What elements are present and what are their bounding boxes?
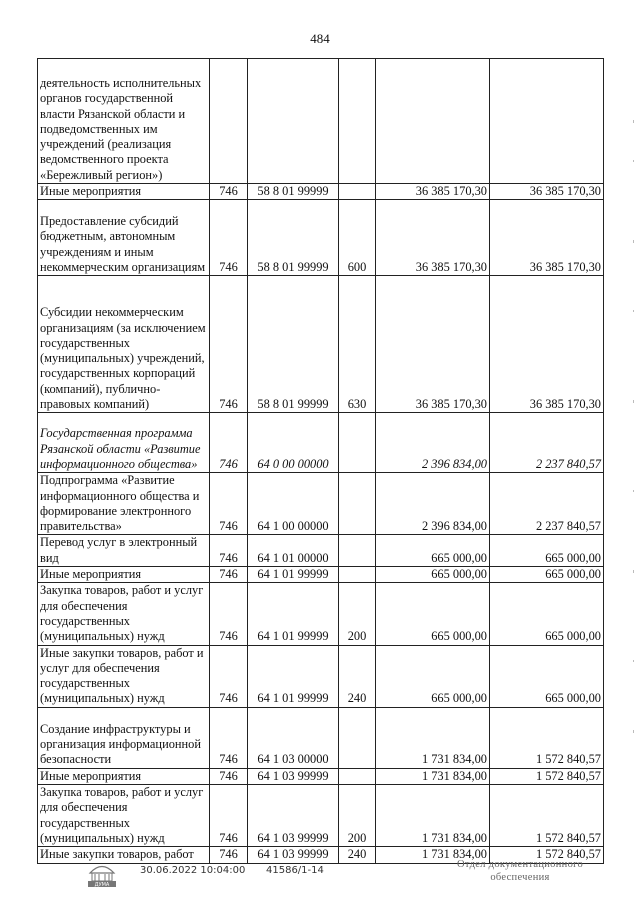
row-amount-executed bbox=[490, 59, 604, 184]
row-ministry-code: 746 bbox=[210, 847, 248, 863]
table-row bbox=[38, 535, 604, 567]
row-name: Иные мероприятия bbox=[38, 768, 210, 784]
row-target-article: 64 1 01 99999 bbox=[248, 645, 339, 707]
row-expense-type bbox=[339, 707, 376, 768]
registration-datetime: 30.06.2022 10:04:00 bbox=[140, 865, 246, 876]
row-amount-executed: 36 385 170,30 bbox=[490, 200, 604, 276]
department-stamp: Отдел документационного обеспечения bbox=[456, 859, 584, 883]
row-expense-type bbox=[339, 413, 376, 473]
row-amount-executed: 36 385 170,30 bbox=[490, 184, 604, 200]
row-name: Государственная программа Рязанской области «Развитие информационного общества» bbox=[38, 413, 210, 473]
row-amount-planned: 1 731 834,00 bbox=[376, 847, 490, 863]
row-name: Закупка товаров, работ и услуг для обеспечения государственных (муниципальных) нужд bbox=[38, 583, 210, 645]
row-expense-type: 240 bbox=[339, 847, 376, 863]
table-row bbox=[38, 184, 604, 200]
row-ministry-code: 746 bbox=[210, 768, 248, 784]
row-expense-type: 200 bbox=[339, 785, 376, 847]
row-ministry-code: 746 bbox=[210, 184, 248, 200]
table-row bbox=[38, 473, 604, 535]
table-row bbox=[38, 413, 604, 473]
row-name: Иные закупки товаров, работ bbox=[38, 847, 210, 863]
row-target-article: 64 1 03 99999 bbox=[248, 847, 339, 863]
table-row bbox=[38, 707, 604, 768]
row-amount-executed: 1 572 840,57 bbox=[490, 847, 604, 863]
row-expense-type bbox=[339, 184, 376, 200]
row-target-article: 64 1 00 00000 bbox=[248, 473, 339, 535]
row-ministry-code: 746 bbox=[210, 583, 248, 645]
row-expense-type bbox=[339, 535, 376, 567]
row-target-article: 58 8 01 99999 bbox=[248, 276, 339, 413]
scan-edge-marks bbox=[632, 100, 636, 750]
row-amount-executed: 665 000,00 bbox=[490, 535, 604, 567]
row-target-article: 64 1 03 00000 bbox=[248, 707, 339, 768]
row-ministry-code: 746 bbox=[210, 200, 248, 276]
row-amount-planned: 665 000,00 bbox=[376, 535, 490, 567]
registration-number: 41586/1-14 bbox=[266, 865, 324, 876]
row-target-article: 58 8 01 99999 bbox=[248, 200, 339, 276]
row-target-article bbox=[248, 59, 339, 184]
row-name: Иные мероприятия bbox=[38, 184, 210, 200]
row-ministry-code: 746 bbox=[210, 785, 248, 847]
row-amount-planned bbox=[376, 59, 490, 184]
row-ministry-code: 746 bbox=[210, 645, 248, 707]
row-amount-planned: 2 396 834,00 bbox=[376, 413, 490, 473]
row-amount-executed: 1 572 840,57 bbox=[490, 768, 604, 784]
table-row bbox=[38, 645, 604, 707]
row-amount-executed: 36 385 170,30 bbox=[490, 276, 604, 413]
row-ministry-code: 746 bbox=[210, 413, 248, 473]
row-amount-executed: 1 572 840,57 bbox=[490, 707, 604, 768]
table-row bbox=[38, 276, 604, 413]
row-name: Подпрограмма «Развитие информационного общества и формирование электронного правительства» bbox=[38, 473, 210, 535]
row-name: Субсидии некоммерческим организациям (за исключением государственных (муниципальных) учреждений, государственных корпораций (компаний), публично-правовых компаний) bbox=[38, 276, 210, 413]
row-expense-type bbox=[339, 473, 376, 535]
row-name: Предоставление субсидий бюджетным, автономным учреждениям и иным некоммерческим организациям bbox=[38, 200, 210, 276]
row-amount-planned: 36 385 170,30 bbox=[376, 276, 490, 413]
row-target-article: 64 1 03 99999 bbox=[248, 768, 339, 784]
row-amount-executed: 1 572 840,57 bbox=[490, 785, 604, 847]
row-target-article: 64 1 01 99999 bbox=[248, 583, 339, 645]
page-footer bbox=[0, 856, 640, 896]
row-name: Перевод услуг в электронный вид bbox=[38, 535, 210, 567]
row-amount-planned: 1 731 834,00 bbox=[376, 707, 490, 768]
table-row bbox=[38, 768, 604, 784]
row-amount-executed: 2 237 840,57 bbox=[490, 473, 604, 535]
row-expense-type: 600 bbox=[339, 200, 376, 276]
row-name: Иные закупки товаров, работ и услуг для обеспечения государственных (муниципальных) нужд bbox=[38, 645, 210, 707]
table-row bbox=[38, 567, 604, 583]
row-name: Создание инфраструктуры и организация информационной безопасности bbox=[38, 707, 210, 768]
row-name: Закупка товаров, работ и услуг для обеспечения государственных (муниципальных) нужд bbox=[38, 785, 210, 847]
row-amount-planned: 2 396 834,00 bbox=[376, 473, 490, 535]
row-amount-executed: 665 000,00 bbox=[490, 567, 604, 583]
row-name: деятельность исполнительных органов государственной власти Рязанской области и подведомственных им учреждений (реализация ведомственного проекта «Бережливый регион») bbox=[38, 59, 210, 184]
row-expense-type: 200 bbox=[339, 583, 376, 645]
row-amount-planned: 665 000,00 bbox=[376, 645, 490, 707]
row-amount-planned: 1 731 834,00 bbox=[376, 785, 490, 847]
row-amount-executed: 665 000,00 bbox=[490, 583, 604, 645]
row-expense-type: 630 bbox=[339, 276, 376, 413]
row-amount-planned: 36 385 170,30 bbox=[376, 200, 490, 276]
row-expense-type: 240 bbox=[339, 645, 376, 707]
row-expense-type bbox=[339, 567, 376, 583]
row-amount-executed: 2 237 840,57 bbox=[490, 413, 604, 473]
row-target-article: 64 1 01 00000 bbox=[248, 535, 339, 567]
row-ministry-code: 746 bbox=[210, 473, 248, 535]
row-target-article: 64 1 01 99999 bbox=[248, 567, 339, 583]
row-name: Иные мероприятия bbox=[38, 567, 210, 583]
row-ministry-code: 746 bbox=[210, 276, 248, 413]
row-amount-planned: 1 731 834,00 bbox=[376, 768, 490, 784]
table-row bbox=[38, 583, 604, 645]
row-ministry-code bbox=[210, 59, 248, 184]
row-amount-planned: 665 000,00 bbox=[376, 567, 490, 583]
row-expense-type bbox=[339, 59, 376, 184]
row-amount-planned: 665 000,00 bbox=[376, 583, 490, 645]
budget-table bbox=[37, 58, 604, 864]
row-target-article: 58 8 01 99999 bbox=[248, 184, 339, 200]
row-ministry-code: 746 bbox=[210, 567, 248, 583]
table-row bbox=[38, 785, 604, 847]
budget-table-body bbox=[38, 59, 604, 864]
row-target-article: 64 0 00 00000 bbox=[248, 413, 339, 473]
row-ministry-code: 746 bbox=[210, 707, 248, 768]
row-amount-executed: 665 000,00 bbox=[490, 645, 604, 707]
page-number: 484 bbox=[310, 31, 330, 46]
duma-emblem-icon bbox=[82, 860, 122, 892]
row-target-article: 64 1 03 99999 bbox=[248, 785, 339, 847]
table-row bbox=[38, 200, 604, 276]
svg-text:ДУМА: ДУМА bbox=[94, 882, 110, 888]
table-row bbox=[38, 59, 604, 184]
row-expense-type bbox=[339, 768, 376, 784]
row-ministry-code: 746 bbox=[210, 535, 248, 567]
row-amount-planned: 36 385 170,30 bbox=[376, 184, 490, 200]
